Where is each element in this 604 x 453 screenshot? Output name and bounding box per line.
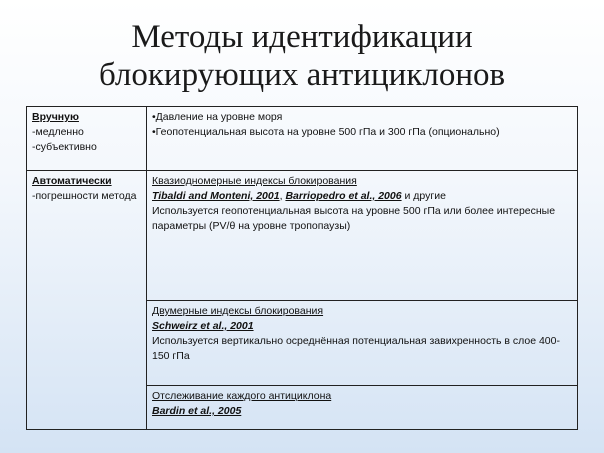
automatic-note: -погрешности метода <box>32 190 137 202</box>
methods-table <box>26 106 578 430</box>
table-row-automatic <box>27 171 578 301</box>
ref-barriopedro: Barriopedro et al., 2006 <box>285 190 402 202</box>
2d-heading: Двумерные индексы блокирования <box>152 305 324 317</box>
cell-tracking <box>147 386 578 430</box>
quasi-1d-desc: Используется геопотенциальная высота на уровне 500 гПа или более интересные параметры (PV/θ на уровне тропопаузы) <box>152 205 556 232</box>
manual-note-2: -субъективно <box>32 141 97 153</box>
manual-bullet-2: •Геопотенциальная высота на уровне 500 гПа и 300 гПа (опционально) <box>152 126 500 138</box>
manual-note-1: -медленно <box>32 126 84 138</box>
slide-title <box>0 18 604 94</box>
ref-tibaldi: Tibaldi and Monteni, 2001 <box>152 190 280 202</box>
manual-bullet-1: •Давление на уровне моря <box>152 111 283 123</box>
cell-automatic <box>27 171 147 430</box>
2d-desc: Используется вертикально осреднённая потенциальная завихренность в слое 400-150 гПа <box>152 335 560 362</box>
cell-2d <box>147 301 578 386</box>
cell-manual <box>27 107 147 171</box>
ref-suffix: и другие <box>401 190 446 202</box>
ref-sep: , <box>279 190 286 202</box>
cell-manual-methods <box>147 107 578 171</box>
ref-schweirz: Schweirz et al., 2001 <box>152 320 254 332</box>
tracking-heading: Отслеживание каждого антициклона <box>152 390 332 402</box>
quasi-1d-heading: Квазиодномерные индексы блокирования <box>152 175 357 187</box>
table-row-manual <box>27 107 578 171</box>
manual-header: Вручную <box>32 111 79 123</box>
slide-title-line1: Методы идентификации <box>131 19 473 55</box>
ref-bardin: Bardin et al., 2005 <box>152 405 242 417</box>
quasi-1d-refs <box>152 189 572 204</box>
cell-quasi-1d <box>147 171 578 301</box>
automatic-header: Автоматически <box>32 175 112 187</box>
slide-title-line2: блокирующих антициклонов <box>98 57 506 93</box>
